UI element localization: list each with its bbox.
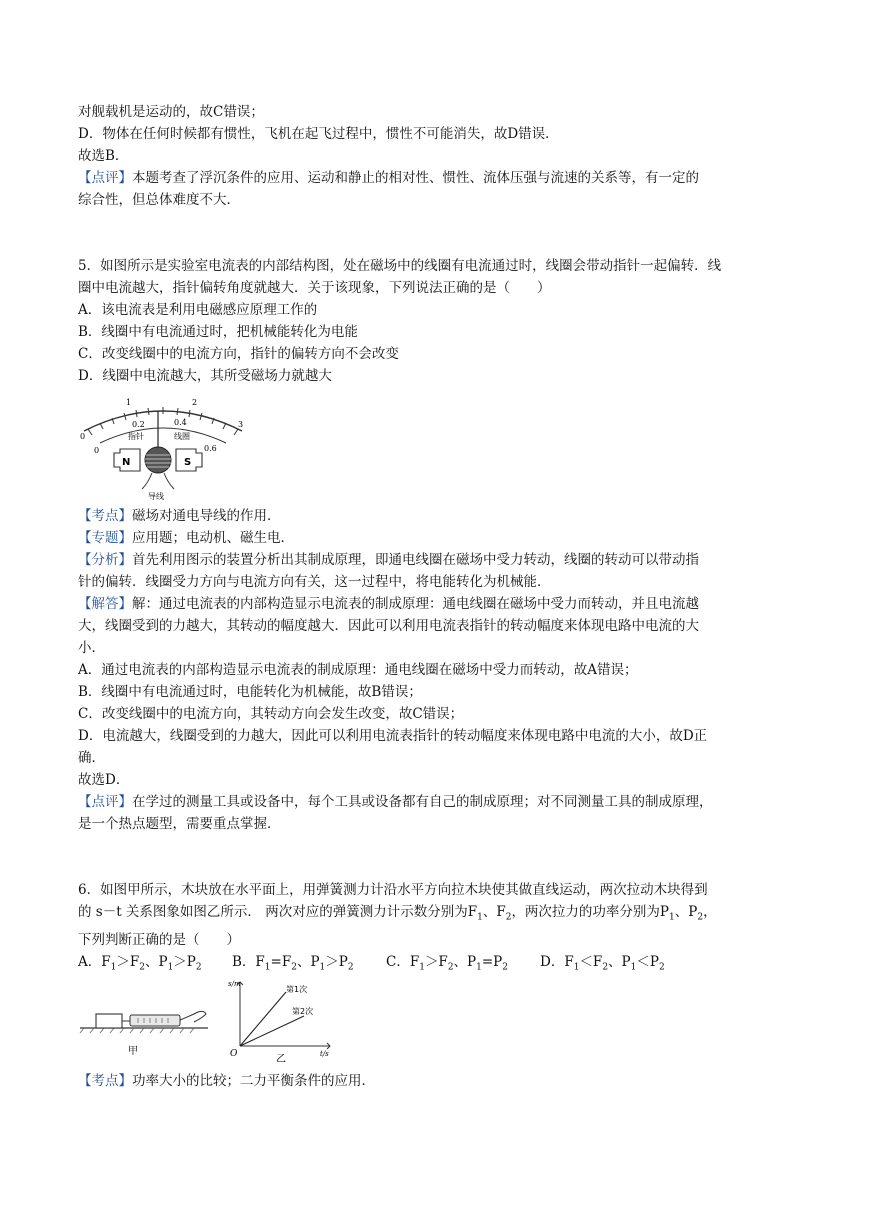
fenxi-tag: 【分析】: [78, 552, 132, 568]
wood-block: [96, 1014, 122, 1028]
kaodian-tag: 【考点】: [78, 508, 132, 524]
opt-part: A．F: [78, 953, 111, 970]
origin-label: O: [230, 1049, 238, 1060]
ammeter-diagram: [78, 393, 248, 503]
q5-solution-d-cont: 确．: [78, 750, 105, 766]
q5-kaodian: [78, 505, 798, 527]
line1-label: 第1次: [286, 985, 308, 995]
subscript: 1: [319, 962, 326, 973]
q6-stem: 6．如图甲所示，木块放在水平面上，用弹簧测力计沿水平方向拉木块使其做直线运动，两次拉动木块得到: [78, 882, 708, 898]
q5-dianping: [78, 791, 798, 813]
opt-part: ＞P: [173, 953, 196, 970]
q6-option-a: [78, 951, 232, 979]
q5-solution-b: B．线圈中有电流通过时，电能转化为机械能，故B错误；: [78, 684, 422, 700]
subscript: 1: [669, 912, 675, 923]
spacer: [78, 857, 798, 879]
q6-stem: [78, 901, 798, 929]
q6-stem: 下列判断正确的是（ ）: [78, 931, 240, 948]
q5-answer: 故选D．: [78, 772, 130, 788]
q6-options: [78, 951, 798, 979]
scale-label: 0.4: [174, 418, 187, 427]
fig-yi-label: 乙: [276, 1054, 286, 1063]
opt-part: =P: [481, 953, 503, 970]
comment-tag: 【点评】: [78, 170, 132, 186]
pointer-label: 指针: [128, 432, 144, 441]
q5-solution-a: A．通过电流表的内部构造显示电流表的制成原理：通电线圈在磁场中受力而转动，故A错误；: [78, 662, 638, 678]
subscript: 1: [264, 962, 271, 973]
spacer: [78, 835, 798, 857]
kaodian-text: 功率大小的比较；二力平衡条件的应用．: [132, 1073, 375, 1090]
stem-part: 的 s－t 关系图象如图乙所示． 两次对应的弹簧测力计示数分别为F: [78, 904, 478, 920]
opt-part: 、P: [453, 953, 477, 970]
scale-label: 1: [126, 398, 132, 407]
kaodian-text: 磁场对通电导线的作用．: [132, 508, 281, 524]
opt-part: 、P: [144, 953, 168, 970]
q5-fenxi-cont: 针的偏转．线圈受力方向与电流方向有关，这一过程中，将电能转化为机械能．: [78, 574, 551, 590]
subscript: 2: [602, 962, 609, 973]
scale-label: 2: [192, 398, 198, 407]
coil: [145, 447, 171, 473]
stem-part: 、F: [482, 904, 506, 920]
q5-stem: 圈中电流越大，指针偏转角度就越大．关于该现象，下列说法正确的是（ ）: [78, 280, 551, 296]
stem-part: 、P: [674, 904, 698, 920]
subscript: 1: [477, 912, 483, 923]
fig-jia-label: 甲: [128, 1046, 138, 1058]
q4-comment: [78, 167, 798, 189]
stem-part: ，: [703, 904, 717, 920]
subscript: 2: [658, 962, 665, 973]
spring-scale: [130, 1015, 180, 1026]
opt-part: 、P: [608, 953, 631, 970]
subscript: 2: [195, 962, 202, 973]
stem-part: ，两次拉力的功率分别为P: [511, 904, 670, 920]
scale-label: 0: [94, 446, 100, 455]
opt-part: ＞F: [116, 953, 140, 970]
opt-part: ＞F: [424, 953, 448, 970]
q6-kaodian: [78, 1070, 798, 1092]
zhuanti-text: 应用题；电动机、磁生电．: [132, 530, 294, 546]
opt-part: =F: [270, 953, 292, 970]
subscript: 1: [573, 962, 580, 973]
subscript: 2: [139, 962, 145, 973]
s-t-graph: [226, 976, 336, 1062]
opt-part: B．F: [232, 953, 265, 970]
scale-label: 0: [80, 432, 86, 441]
subscript: 1: [167, 962, 174, 973]
q5-option-d: D．线圈中电流越大，其所受磁场力就越大: [78, 368, 332, 384]
q6-option-b: [232, 951, 386, 979]
ammeter-figure: [78, 393, 798, 505]
scale-label: 3: [238, 420, 244, 429]
dianping-tag: 【点评】: [78, 794, 132, 810]
subscript: 2: [347, 962, 354, 973]
jieda-tag: 【解答】: [78, 596, 132, 612]
dianping-text: 在学过的测量工具或设备中，每个工具或设备都有自己的制成原理；对不同测量工具的制成原理，: [132, 794, 713, 810]
line-first: [240, 992, 286, 1046]
magnet-s-label: S: [184, 457, 192, 468]
opt-part: ＞P: [325, 953, 348, 970]
spacer: [78, 233, 798, 255]
opt-part: ＜P: [636, 953, 659, 970]
t-axis-label: t/s: [320, 1050, 329, 1059]
q4-comment-cont: 综合性，但总体难度不大．: [78, 192, 240, 208]
q5-solution-c: C．改变线圈中的电流方向，其转动方向会发生改变，故C错误；: [78, 706, 464, 722]
subscript: 2: [447, 962, 454, 973]
subscript: 1: [630, 962, 637, 973]
s-axis-label: s/m: [228, 980, 241, 989]
q5-zhuanti: [78, 527, 798, 549]
subscript: 2: [291, 962, 297, 973]
subscript: 2: [505, 912, 512, 923]
spacer: [78, 211, 798, 233]
q4-line: 对舰载机是运动的，故C错误；: [78, 104, 264, 120]
opt-part: 、P: [296, 953, 320, 970]
zhuanti-tag: 【专题】: [78, 530, 132, 546]
q5-dianping-cont: 是一个热点题型，需要重点掌握．: [78, 816, 281, 832]
q6-option-c: [386, 951, 540, 979]
q4-answer: 故选B．: [78, 148, 129, 164]
subscript: 1: [476, 962, 482, 973]
fenxi-text: 首先利用图示的装置分析出其制成原理，即通电线圈在磁场中受力转动，线圈的转动可以带动指: [132, 552, 699, 568]
q4-line: D．物体在任何时候都有惯性，飞机在起飞过程中，惯性不可能消失，故D错误．: [78, 126, 559, 142]
q5-fenxi: [78, 549, 798, 571]
subscript: 2: [697, 912, 704, 923]
q5-jieda-cont: 小．: [78, 640, 105, 656]
magnet-n-label: N: [122, 457, 131, 468]
q5-solution-d: D．电流越大，线圈受到的力越大，因此可以利用电流表指针的转动幅度来体现电路中电流的大小，故D正: [78, 728, 708, 744]
scale-label: 0.6: [204, 444, 217, 453]
q5-jieda: [78, 593, 798, 615]
subscript: 1: [419, 962, 425, 973]
q5-stem: 5．如图所示是实验室电流表的内部结构图，处在磁场中的线圈有电流通过时，线圈会带动指针一起偏转．线: [78, 258, 722, 274]
opt-part: D．F: [540, 953, 574, 970]
spring-scale-figure: [78, 982, 218, 1068]
q6-option-d: [540, 951, 665, 979]
line2-label: 第2次: [292, 1007, 314, 1017]
q6-figures: [78, 982, 798, 1070]
jieda-text: 解：通过电流表的内部构造显示电流表的制成原理：通电线圈在磁场中受力而转动，并且电流越: [132, 596, 699, 612]
comment-text: 本题考查了浮沉条件的应用、运动和静止的相对性、惯性、流体压强与流速的关系等，有一定的: [132, 170, 699, 186]
opt-part: C．F: [386, 953, 420, 970]
opt-part: ＜F: [579, 953, 603, 970]
scale-label: 0.2: [132, 420, 145, 429]
subscript: 1: [110, 962, 117, 973]
line-second: [240, 1016, 304, 1046]
kaodian-tag: 【考点】: [78, 1073, 132, 1090]
q5-option-a: A．该电流表是利用电磁感应原理工作的: [78, 302, 318, 318]
q5-option-b: B．线圈中有电流通过时，把机械能转化为电能: [78, 324, 358, 340]
subscript: 2: [502, 962, 509, 973]
wire-label: 导线: [148, 492, 164, 501]
q5-option-c: C．改变线圈中的电流方向，指针的偏转方向不会改变: [78, 346, 399, 362]
document-content: [78, 101, 798, 1092]
coil-label: 线圈: [174, 432, 190, 441]
q5-jieda-cont: 大，线圈受到的力越大，其转动的幅度越大．因此可以利用电流表指针的转动幅度来体现电路中电流的大: [78, 618, 699, 634]
